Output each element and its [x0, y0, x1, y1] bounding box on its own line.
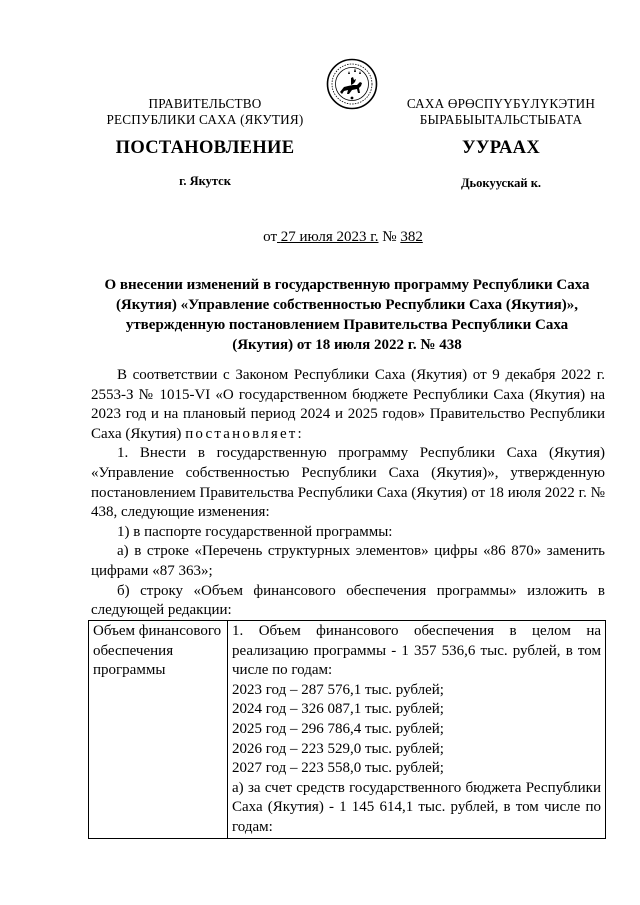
- date-prefix: от: [263, 229, 278, 245]
- funding-total: 1. Объем финансового обеспечения в целом на реализацию программы - 1 357 536,6 тыс. рублей, в том числе по годам:: [232, 623, 601, 679]
- city-sah: Дьокуускай к.: [460, 176, 542, 190]
- table-row: [89, 621, 606, 839]
- doc-type-sah: УУРААХ: [462, 138, 540, 158]
- org-name-ru-line2: РЕСПУБЛИКИ САХА (ЯКУТИЯ): [106, 112, 304, 127]
- table-cell-label: Объем финансового обеспечения программы: [89, 621, 228, 839]
- heading-line: О внесении изменений в государственную программу Республики Саха: [104, 277, 590, 293]
- paragraph-1-1-a: а) в строке «Перечень структурных элементов» цифры «86 870» заменить цифрами «87 363»;: [91, 543, 605, 579]
- paragraph-preamble: В соответствии с Законом Республики Саха (Якутия) от 9 декабря 2022 г. 2553-З № 1015-VI «О государственном бюджете Республики Саха (Якутия) на 2023 год и на плановый период 2024 и 2025 годов» Правительство Республики Саха (Якутия) постановляет:: [91, 367, 605, 442]
- funding-budget: а) за счет средств государственного бюджета Республики Саха (Якутия) - 1 145 614,1 тыс. рублей, в том числе по годам:: [232, 779, 601, 835]
- paragraph-1-1-b: б) строку «Объем финансового обеспечения программы» изложить в следующей редакции:: [91, 582, 605, 619]
- doc-body: [91, 366, 605, 621]
- table-cell-value: [228, 621, 606, 839]
- funding-year: 2023 год – 287 576,1 тыс. рублей;: [232, 681, 444, 698]
- heading-line: утвержденную постановлением Правительства Республики Саха: [125, 317, 569, 333]
- org-name-sah-line2: БЫРАБЫЫТАЛЬСТЫБАТА: [419, 112, 583, 127]
- date-line: [0, 229, 640, 246]
- heading-line: (Якутия) «Управление собственностью Республики Саха (Якутия)»,: [115, 297, 579, 313]
- city-ru: г. Якутск: [179, 174, 231, 188]
- funding-year: 2024 год – 326 087,1 тыс. рублей;: [232, 701, 444, 718]
- funding-year: 2026 год – 223 529,0 тыс. рублей;: [232, 740, 444, 757]
- decree-keyword: постановляет:: [185, 425, 304, 442]
- org-name-ru-line1: ПРАВИТЕЛЬСТВО: [148, 96, 262, 111]
- org-name-sah: [392, 96, 610, 128]
- org-name-sah-line1: САХА ӨРӨСПҮҮБҮЛҮКЭТИН: [406, 96, 596, 111]
- heading-line: (Якутия) от 18 июля 2022 г. № 438: [232, 337, 462, 353]
- emblem-icon: [326, 58, 378, 110]
- funding-year: 2025 год – 296 786,4 тыс. рублей;: [232, 720, 444, 737]
- doc-type-ru: ПОСТАНОВЛЕНИЕ: [115, 138, 295, 158]
- doc-date: 27 июля 2023 г.: [280, 229, 379, 245]
- number-sign: №: [382, 229, 397, 245]
- org-name-ru: [95, 96, 315, 128]
- funding-year: 2027 год – 223 558,0 тыс. рублей;: [232, 760, 444, 777]
- emblem-sakha: [326, 58, 378, 110]
- doc-number: 382: [400, 229, 423, 245]
- paragraph-1-1: 1) в паспорте государственной программы:: [117, 523, 393, 540]
- passport-table: [88, 620, 606, 839]
- paragraph-1: 1. Внести в государственную программу Республики Саха (Якутия) «Управление собственностью Республики Саха (Якутия)», утвержденную постановлением Правительства Республики Саха (Якутия) от 18 июля 2022 г. № 438, следующие изменения:: [91, 445, 605, 521]
- doc-heading: [90, 275, 604, 355]
